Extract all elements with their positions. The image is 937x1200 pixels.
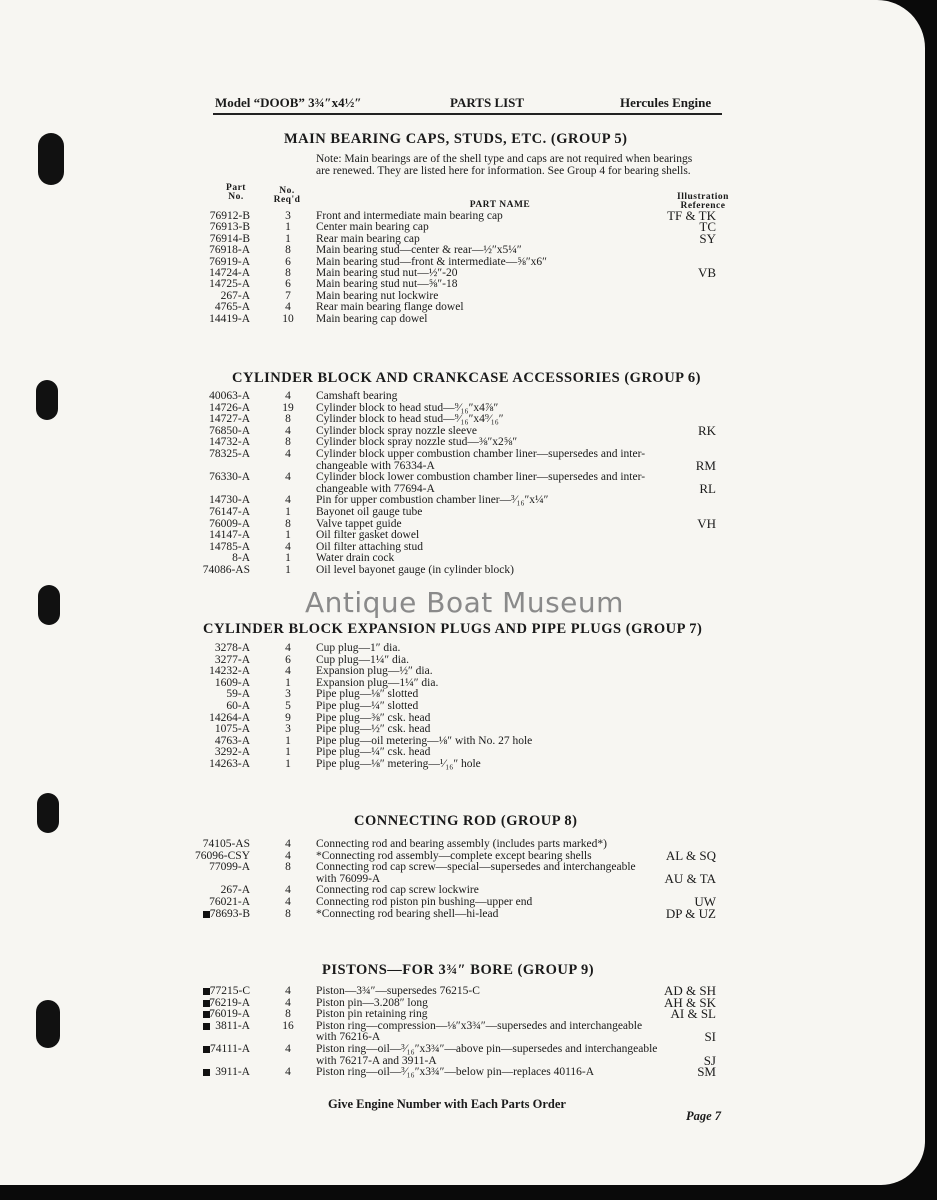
quantity-required: 1 <box>285 734 291 747</box>
illustration-ref: AU & TA <box>664 870 716 886</box>
binder-hole <box>36 380 58 420</box>
part-name: Cylinder block to head stud—⁹⁄₁₆″x4⅞″ <box>316 401 499 414</box>
part-number: 8-A <box>232 552 250 565</box>
quantity-required: 1 <box>285 506 291 518</box>
illustration-ref: TF & TK <box>667 208 716 223</box>
header-title: PARTS LIST <box>450 95 525 110</box>
illustration-ref: RM <box>695 457 716 473</box>
part-name: with 76099-A <box>316 872 381 885</box>
quantity-required: 4 <box>285 424 291 437</box>
part-name: Main bearing nut lockwire <box>316 289 439 302</box>
part-number: 14785-A <box>209 540 250 553</box>
quantity-required: 10 <box>282 312 294 325</box>
part-name: Connecting rod and bearing assembly (includes parts marked*) <box>316 838 607 850</box>
group-title: PISTONS—FOR 3¾″ BORE (GROUP 9) <box>322 962 595 978</box>
quantity-required: 4 <box>285 1066 291 1079</box>
part-name: with 76217-A and 3911-A <box>316 1054 437 1067</box>
illustration-ref: DP & UZ <box>665 905 716 921</box>
part-number: 76096-CSY <box>195 849 250 862</box>
part-number: 267-A <box>220 289 250 302</box>
part-name: Cup plug—1¼″ dia. <box>316 653 409 666</box>
illustration-ref: AH & SK <box>663 994 716 1010</box>
quantity-required: 4 <box>285 448 291 460</box>
quantity-required: 1 <box>285 529 291 542</box>
column-header-part-name: PART NAME <box>469 200 531 210</box>
illustration-ref: VB <box>697 265 716 280</box>
quantity-required: 4 <box>285 996 291 1009</box>
illustration-ref: TC <box>699 219 716 235</box>
illustration-ref: RK <box>697 422 716 438</box>
quantity-required: 3 <box>285 210 291 222</box>
part-name: Cup plug—1″ dia. <box>316 642 401 654</box>
quantity-required: 4 <box>285 494 291 507</box>
quantity-required: 4 <box>285 301 291 314</box>
part-number: 3277-A <box>214 653 250 666</box>
part-number: 14419-A <box>209 312 250 325</box>
quantity-required: 6 <box>285 653 291 666</box>
part-name: Rear main bearing cap <box>316 232 420 245</box>
part-name: Connecting rod cap screw—special—supersedes and interchangeable <box>316 861 636 874</box>
part-name: Piston pin—3.208″ long <box>316 996 428 1009</box>
illustration-ref: SJ <box>703 1052 716 1068</box>
part-name: Cylinder block spray nozzle stud—⅜″x2⅝″ <box>316 436 518 449</box>
part-name: *Connecting rod bearing shell—hi-lead <box>316 907 499 920</box>
quantity-required: 8 <box>285 907 291 920</box>
part-number: 14147-A <box>209 529 250 542</box>
quantity-required: 4 <box>285 884 291 897</box>
row-bullet <box>203 1023 210 1030</box>
quantity-required: 4 <box>285 471 291 484</box>
column-header-qty: No. Req'd <box>273 186 301 205</box>
part-name: Expansion plug—½″ dia. <box>316 665 433 678</box>
illustration-ref: VH <box>697 515 716 531</box>
part-name: Pipe plug—⅛″ metering—¹⁄₁₆″ hole <box>316 758 481 770</box>
quantity-required: 4 <box>285 849 291 862</box>
part-number: 76019-A <box>209 1008 250 1021</box>
part-number: 40063-A <box>209 390 250 402</box>
part-number: 76330-A <box>209 471 250 484</box>
part-number: 14726-A <box>209 401 250 414</box>
illustration-ref: SM <box>697 1064 716 1080</box>
part-name: Expansion plug—1¼″ dia. <box>316 676 439 689</box>
quantity-required: 19 <box>282 401 294 414</box>
quantity-required: 4 <box>285 985 291 997</box>
part-name: Main bearing stud nut—½″-20 <box>316 267 458 279</box>
header-model: Model “DOOB” 3¾″x4½″ <box>215 95 362 110</box>
quantity-required: 4 <box>285 665 291 678</box>
binder-hole <box>36 1000 60 1048</box>
part-number: 3811-A <box>215 1019 250 1032</box>
group-title: MAIN BEARING CAPS, STUDS, ETC. (GROUP 5) <box>284 131 628 147</box>
part-number: 3278-A <box>214 642 250 654</box>
illustration-ref: UW <box>694 894 716 909</box>
quantity-required: 1 <box>285 552 291 565</box>
part-number: 76147-A <box>209 506 250 518</box>
part-number: 14732-A <box>209 436 250 449</box>
header-rule <box>213 113 722 115</box>
part-name: changeable with 77694-A <box>316 482 435 495</box>
part-name: Pipe plug—¼″ csk. head <box>316 746 431 759</box>
quantity-required: 8 <box>285 517 291 530</box>
part-number: 1075-A <box>214 723 250 736</box>
group-note: Note: Main bearings are of the shell type and caps are not required when bearings are renewed. They are listed here for information. See Group 4 for bearing shells. <box>316 153 693 177</box>
part-number: 14727-A <box>209 413 250 426</box>
quantity-required: 8 <box>285 1008 291 1021</box>
part-name: Water drain cock <box>316 552 395 565</box>
illustration-ref: AL & SQ <box>665 847 716 863</box>
part-number: 76021-A <box>209 896 250 908</box>
binder-hole <box>38 585 60 625</box>
part-number: 76219-A <box>209 996 250 1009</box>
part-number: 3911-A <box>215 1066 250 1079</box>
part-name: Cylinder block lower combustion chamber liner—supersedes and inter- <box>316 471 646 484</box>
part-name: Rear main bearing flange dowel <box>316 301 464 314</box>
part-name: Oil filter attaching stud <box>316 540 423 553</box>
illustration-ref: AD & SH <box>663 983 716 998</box>
part-number: 14725-A <box>209 278 250 291</box>
quantity-required: 3 <box>285 688 291 701</box>
footer-note: Give Engine Number with Each Parts Order <box>328 1097 566 1111</box>
group-title: CYLINDER BLOCK AND CRANKCASE ACCESSORIES (GROUP 6) <box>232 370 701 386</box>
part-name: Piston pin retaining ring <box>316 1008 428 1021</box>
part-number: 267-A <box>220 884 250 897</box>
illustration-ref: RL <box>699 480 716 496</box>
part-name: Piston ring—compression—⅛″x3¾″—supersedes and interchangeable <box>316 1019 643 1032</box>
group-title: CYLINDER BLOCK EXPANSION PLUGS AND PIPE PLUGS (GROUP 7) <box>203 621 703 637</box>
quantity-required: 6 <box>285 278 291 291</box>
quantity-required: 4 <box>285 896 291 908</box>
part-name: Cylinder block upper combustion chamber liner—supersedes and inter- <box>316 448 646 460</box>
part-name: Pipe plug—⅜″ csk. head <box>316 711 431 724</box>
illustration-ref: SY <box>699 230 716 246</box>
part-name: Front and intermediate main bearing cap <box>316 210 503 222</box>
part-name: Main bearing stud nut—⅝″-18 <box>316 278 458 291</box>
part-number: 77215-C <box>209 985 250 997</box>
part-name: Cylinder block spray nozzle sleeve <box>316 424 477 437</box>
part-name: Bayonet oil gauge tube <box>316 506 423 518</box>
quantity-required: 1 <box>285 676 291 689</box>
column-header-part-no: Part No. <box>226 183 246 202</box>
part-number: 76009-A <box>209 517 250 530</box>
quantity-required: 5 <box>285 700 291 712</box>
part-number: 76918-A <box>209 244 250 257</box>
binder-hole <box>38 133 64 185</box>
part-number: 78693-B <box>209 907 250 920</box>
part-name: Main bearing stud—center & rear—½″x5¼″ <box>316 244 522 257</box>
part-name: Camshaft bearing <box>316 390 398 402</box>
quantity-required: 8 <box>285 267 291 279</box>
part-number: 76914-B <box>209 232 250 245</box>
quantity-required: 4 <box>285 390 291 402</box>
part-name: with 76216-A <box>316 1031 381 1044</box>
quantity-required: 1 <box>285 746 291 759</box>
part-number: 74105-AS <box>202 838 250 850</box>
part-number: 76912-B <box>209 210 250 222</box>
quantity-required: 4 <box>285 642 291 654</box>
part-number: 14263-A <box>209 758 250 770</box>
part-name: Pipe plug—⅛″ slotted <box>316 688 419 701</box>
part-name: Main bearing stud—front & intermediate—⅝″x6″ <box>316 255 547 268</box>
row-bullet <box>203 1046 210 1053</box>
part-name: Piston ring—oil—³⁄₁₆″x3¾″—below pin—replaces 40116-A <box>316 1066 595 1079</box>
part-name: Piston ring—oil—³⁄₁₆″x3¾″—above pin—supersedes and interchangeable <box>316 1043 658 1055</box>
part-name: Connecting rod piston pin bushing—upper end <box>316 896 533 908</box>
binder-hole <box>37 793 59 833</box>
part-name: Piston—3¾″—supersedes 76215-C <box>316 985 480 997</box>
row-bullet <box>203 1069 210 1076</box>
part-number: 14730-A <box>209 494 250 507</box>
part-name: Connecting rod cap screw lockwire <box>316 884 479 897</box>
part-name: Pipe plug—¼″ slotted <box>316 700 419 712</box>
part-number: 76913-B <box>209 221 250 234</box>
quantity-required: 1 <box>285 564 291 576</box>
part-number: 76850-A <box>209 424 250 437</box>
page-number: Page 7 <box>686 1109 722 1123</box>
quantity-required: 1 <box>285 221 291 234</box>
part-name: Valve tappet guide <box>316 517 402 530</box>
quantity-required: 8 <box>285 413 291 426</box>
column-header-illustration: Illustration Reference <box>677 192 729 211</box>
part-number: 78325-A <box>209 448 250 460</box>
quantity-required: 6 <box>285 255 291 268</box>
quantity-required: 1 <box>285 232 291 245</box>
part-name: Pipe plug—½″ csk. head <box>316 723 431 736</box>
part-name: Pin for upper combustion chamber liner—³⁄₁₆″x¼″ <box>316 494 549 507</box>
part-name: Oil level bayonet gauge (in cylinder block) <box>316 564 514 576</box>
part-name: Oil filter gasket dowel <box>316 529 420 542</box>
part-number: 3292-A <box>214 746 250 759</box>
part-number: 60-A <box>226 700 250 712</box>
part-name: Main bearing cap dowel <box>316 312 428 325</box>
quantity-required: 8 <box>285 244 291 257</box>
quantity-required: 8 <box>285 436 291 449</box>
part-number: 77099-A <box>209 861 250 874</box>
part-name: Center main bearing cap <box>316 221 429 234</box>
part-name: Pipe plug—oil metering—⅛″ with No. 27 hole <box>316 734 533 747</box>
group-title: CONNECTING ROD (GROUP 8) <box>354 813 578 829</box>
part-number: 74111-A <box>209 1043 250 1055</box>
part-number: 74086-AS <box>202 564 250 576</box>
illustration-ref: SI <box>704 1029 716 1045</box>
part-number: 59-A <box>226 688 250 701</box>
watermark: Antique Boat Museum <box>305 586 624 619</box>
part-name: Cylinder block to head stud—⁹⁄₁₆″x4⁹⁄₁₆″ <box>316 413 504 426</box>
quantity-required: 7 <box>285 289 291 302</box>
quantity-required: 16 <box>282 1019 294 1032</box>
quantity-required: 1 <box>285 758 291 770</box>
part-number: 4765-A <box>214 301 250 314</box>
part-number: 14724-A <box>209 267 250 279</box>
header-engine: Hercules Engine <box>620 95 712 110</box>
quantity-required: 4 <box>285 1043 291 1055</box>
illustration-ref: AI & SL <box>670 1006 716 1022</box>
part-number: 14264-A <box>209 711 250 724</box>
quantity-required: 3 <box>285 723 291 736</box>
quantity-required: 9 <box>285 711 291 724</box>
quantity-required: 8 <box>285 861 291 874</box>
part-name: *Connecting rod assembly—complete except bearing shells <box>316 849 592 862</box>
part-number: 1609-A <box>214 676 250 689</box>
part-number: 4763-A <box>214 734 250 747</box>
quantity-required: 4 <box>285 540 291 553</box>
part-number: 76919-A <box>209 255 250 268</box>
part-name: changeable with 76334-A <box>316 459 435 472</box>
quantity-required: 4 <box>285 838 291 850</box>
part-number: 14232-A <box>209 665 250 678</box>
